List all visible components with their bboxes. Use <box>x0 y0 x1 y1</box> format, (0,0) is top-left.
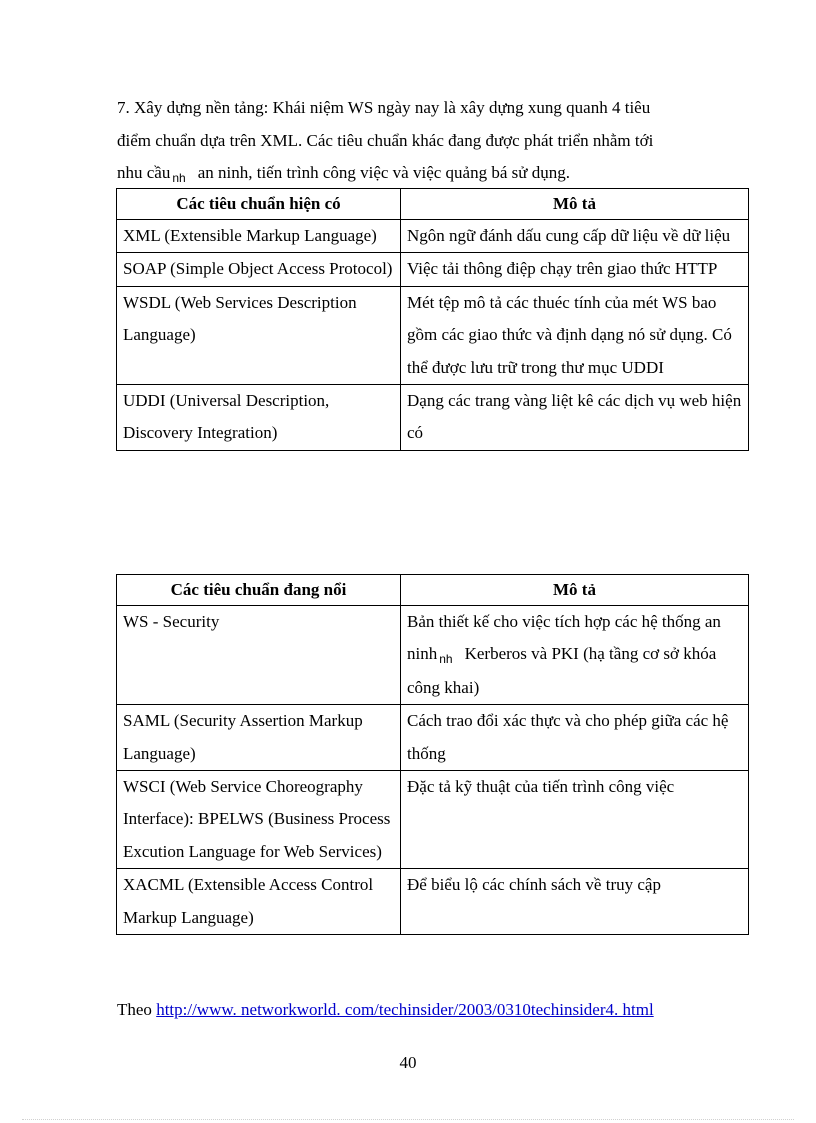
standard-cell: XACML (Extensible Access Control Markup Language) <box>117 869 401 935</box>
source-citation <box>117 996 654 1024</box>
existing-standards-table <box>116 188 749 451</box>
header-description: Mô tả <box>401 575 749 606</box>
table-header-row <box>117 575 749 606</box>
description-cell: Cách trao đổi xác thực và cho phép giữa các hệ thống <box>401 705 749 771</box>
table-row <box>117 253 749 286</box>
source-prefix: Theo <box>117 1000 152 1019</box>
header-description: Mô tả <box>401 189 749 220</box>
table-row <box>117 286 749 384</box>
table-row <box>117 771 749 869</box>
standard-cell: UDDI (Universal Description, Discovery Integration) <box>117 385 401 451</box>
description-cell: Đặc tả kỹ thuật của tiến trình công việc <box>401 771 749 869</box>
intro-line-3-end: an ninh, tiến trình công việc và việc quảng bá sử dụng. <box>197 163 570 182</box>
standard-cell: SAML (Security Assertion Markup Language) <box>117 705 401 771</box>
page-bottom-divider <box>22 1119 794 1120</box>
table-row <box>117 869 749 935</box>
intro-line-1: 7. Xây dựng nền tảng: Khái niệm WS ngày nay là xây dựng xung quanh 4 tiêu <box>117 98 651 117</box>
description-cell: Ngôn ngữ đánh dấu cung cấp dữ liệu về dữ liệu <box>401 220 749 253</box>
emerging-standards-table <box>116 574 749 935</box>
standard-cell: XML (Extensible Markup Language) <box>117 220 401 253</box>
description-end: Kerberos và PKI (hạ tầng cơ sở khóa công khai) <box>407 644 717 697</box>
description-cell: Mét tệp mô tả các thuéc tính của mét WS bao gồm các giao thức và định dạng nó sử dụng. Có thể được lưu trữ trong thư mục UDDI <box>401 286 749 384</box>
page-number: 40 <box>399 1053 417 1072</box>
intro-line-3 <box>117 157 747 191</box>
intro-paragraph <box>117 92 747 191</box>
table-header-row <box>117 189 749 220</box>
intro-line-3-start: nhu cầu <box>117 163 171 182</box>
description-start: Bản thiết kế cho việc tích hợp các hệ thống an ninh <box>407 612 721 664</box>
subscript-fragment: nh <box>439 652 453 667</box>
table-row <box>117 385 749 451</box>
table-row <box>117 606 749 705</box>
source-link[interactable]: http://www. networkworld. com/techinsider/2003/0310techinsider4. html <box>156 1000 654 1019</box>
description-cell: Việc tải thông điệp chạy trên giao thức HTTP <box>401 253 749 286</box>
description-cell <box>401 606 749 705</box>
table-row <box>117 220 749 253</box>
standard-cell: WS - Security <box>117 606 401 705</box>
standard-cell: SOAP (Simple Object Access Protocol) <box>117 253 401 286</box>
standard-cell: WSCI (Web Service Choreography Interface): BPELWS (Business Process Excution Language for Web Services) <box>117 771 401 869</box>
header-standard: Các tiêu chuẩn hiện có <box>117 189 401 220</box>
subscript-fragment: nh <box>172 171 186 185</box>
standard-cell: WSDL (Web Services Description Language) <box>117 286 401 384</box>
header-standard: Các tiêu chuẩn đang nổi <box>117 575 401 606</box>
table-row <box>117 705 749 771</box>
description-cell: Để biểu lộ các chính sách về truy cập <box>401 869 749 935</box>
description-cell: Dạng các trang vàng liệt kê các dịch vụ web hiện có <box>401 385 749 451</box>
intro-line-2: điểm chuẩn dựa trên XML. Các tiêu chuẩn khác đang được phát triển nhằm tới <box>117 130 654 150</box>
